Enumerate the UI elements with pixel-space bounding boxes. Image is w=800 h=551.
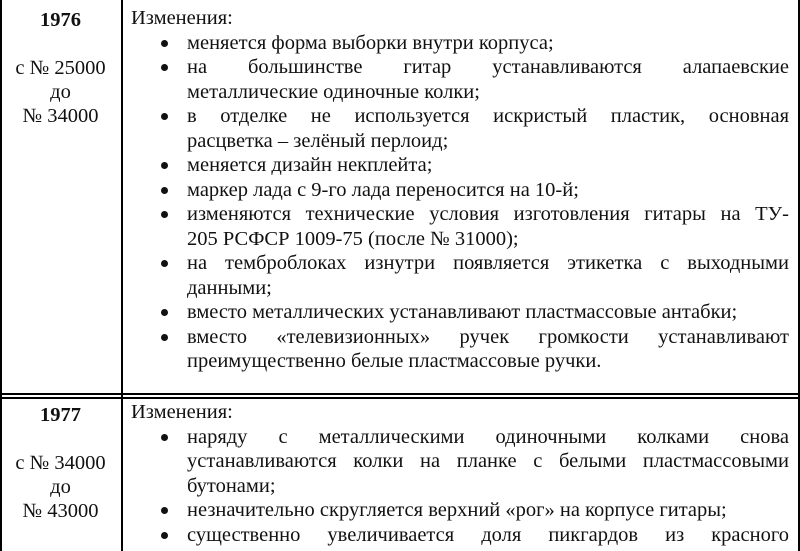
serial-range-from: с № 34000: [15, 452, 106, 474]
year-cell: [0, 8, 121, 128]
row-divider-second: [0, 397, 800, 399]
table-border-right: [798, 0, 800, 551]
year-label: 1976: [40, 9, 81, 31]
serial-range-to: № 43000: [22, 500, 99, 522]
serial-range: [0, 451, 121, 523]
changes-cell: [131, 6, 789, 374]
serial-range-to: № 34000: [22, 105, 99, 127]
changes-list: [131, 31, 789, 374]
serial-range-from: с № 25000: [15, 57, 106, 79]
list-item: незначительно скругляется верхний «рог» на корпусе гитары;: [131, 498, 789, 523]
list-item: на большинстве гитар устанавливаются алапаевские металлические одиночные колки;: [131, 55, 789, 104]
row-divider: [0, 393, 800, 395]
serial-range-to-word: до: [50, 81, 71, 103]
changes-cell: [131, 400, 789, 547]
list-item: вместо «телевизионных» ручек громкости устанавливают преимущественно белые пластмассовые ручки.: [131, 325, 789, 374]
list-item: меняется форма выборки внутри корпуса;: [131, 31, 789, 56]
list-item: вместо металлических устанавливают пластмассовые антабки;: [131, 300, 789, 325]
serial-range-to-word: до: [50, 476, 71, 498]
list-item: изменяются технические условия изготовления гитары на ТУ- 205 РСФСР 1009-75 (после № 31000);: [131, 202, 789, 251]
list-item: меняется дизайн некплейта;: [131, 153, 789, 178]
list-item: на темброблоках изнутри появляется этикетка с выходными данными;: [131, 251, 789, 300]
year-label: 1977: [40, 404, 81, 426]
list-item: маркер лада с 9-го лада переносится на 10-й;: [131, 178, 789, 203]
list-item: наряду с металлическими одиночными колками снова устанавливаются колки на планке с белыми пластмассовыми бутонами;: [131, 425, 789, 499]
changes-list: [131, 425, 789, 548]
list-item: существенно увеличивается доля пикгардов из красного: [131, 523, 789, 548]
year-cell: [0, 403, 121, 523]
column-divider: [121, 0, 123, 551]
changes-heading: Изменения:: [131, 7, 233, 29]
serial-range: [0, 56, 121, 128]
changes-heading: Изменения:: [131, 401, 233, 423]
list-item: в отделке не используется искристый пластик, основная расцветка – зелёный перлоид;: [131, 104, 789, 153]
